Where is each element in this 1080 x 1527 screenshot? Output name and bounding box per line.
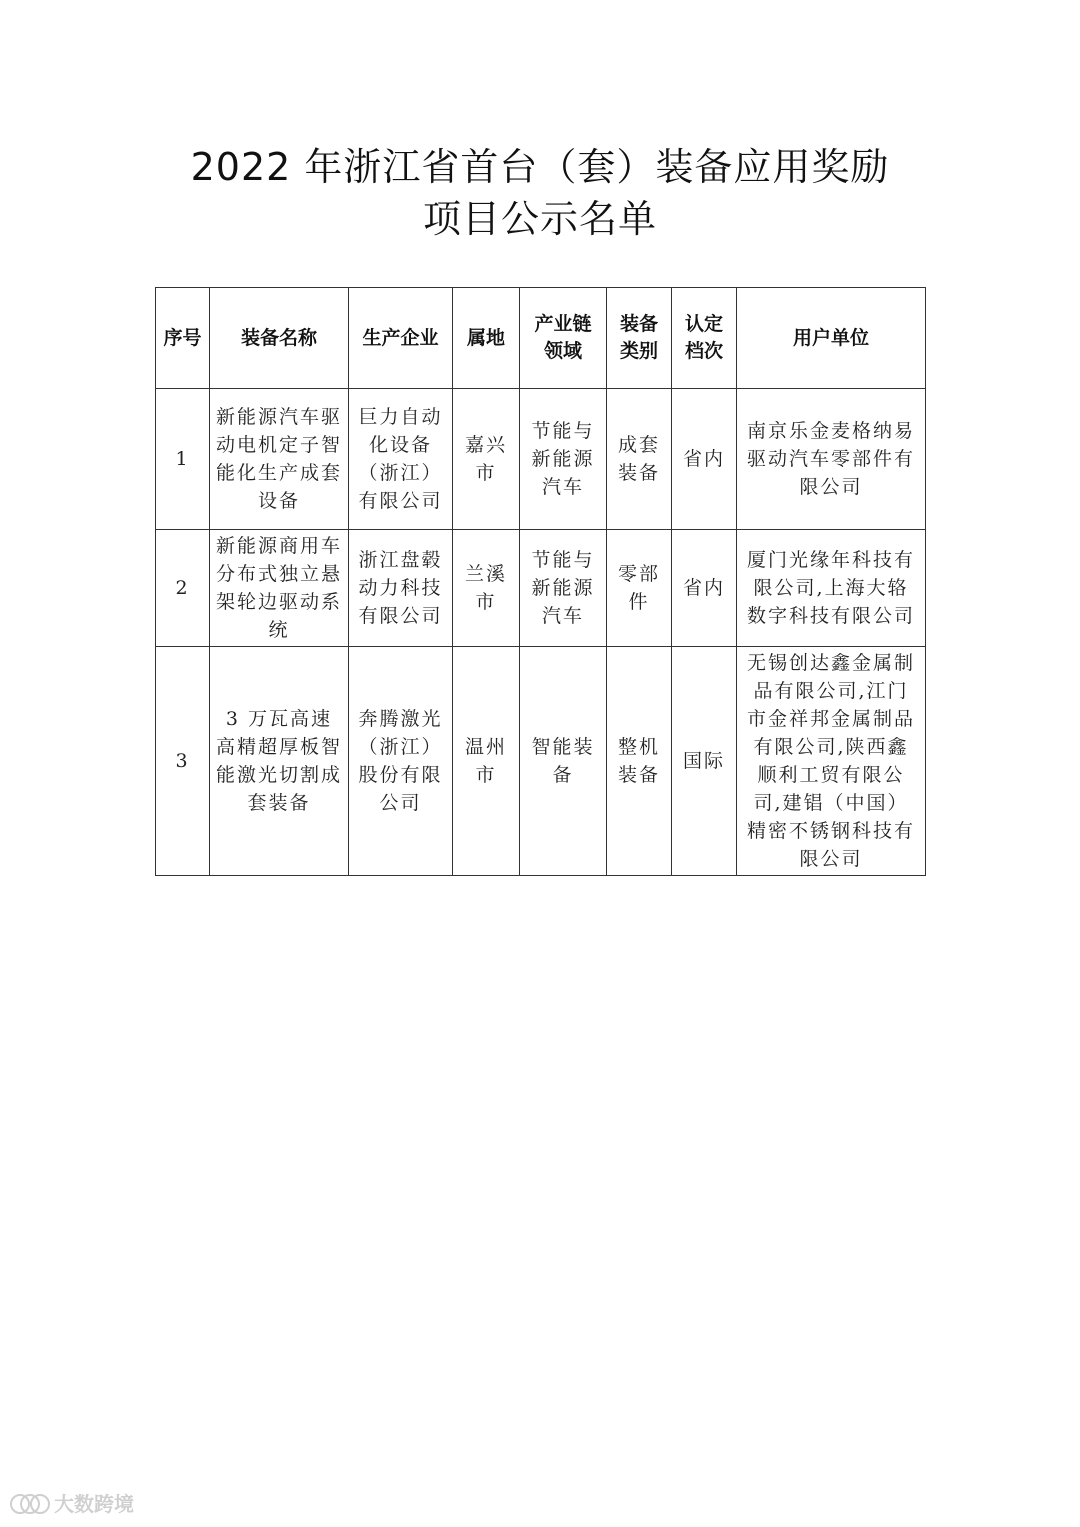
table-row	[156, 530, 926, 647]
cell-user-unit: 厦门光缘年科技有限公司,上海大辂数字科技有限公司	[737, 530, 926, 647]
cell-manufacturer: 奔腾激光（浙江）股份有限公司	[349, 647, 453, 876]
cell-locality: 温州市	[453, 647, 520, 876]
cell-industry-chain: 节能与新能源汽车	[520, 389, 607, 530]
cell-manufacturer: 巨力自动化设备（浙江）有限公司	[349, 389, 453, 530]
cell-equipment-category: 整机装备	[607, 647, 672, 876]
header-equipment-name: 装备名称	[210, 288, 349, 389]
cell-certification-level: 省内	[672, 530, 737, 647]
header-certification-level: 认定档次	[672, 288, 737, 389]
cell-industry-chain: 智能装备	[520, 647, 607, 876]
header-manufacturer: 生产企业	[349, 288, 453, 389]
cell-equipment-name: 3 万瓦高速高精超厚板智能激光切割成套装备	[210, 647, 349, 876]
table-row	[156, 647, 926, 876]
table-row	[156, 389, 926, 530]
cell-equipment-name: 新能源汽车驱动电机定子智能化生产成套设备	[210, 389, 349, 530]
cell-locality: 嘉兴市	[453, 389, 520, 530]
cell-equipment-name: 新能源商用车分布式独立悬架轮边驱动系统	[210, 530, 349, 647]
watermark-text: 大数跨境	[54, 1492, 134, 1516]
cell-index: 1	[156, 389, 210, 530]
header-locality: 属地	[453, 288, 520, 389]
cell-equipment-category: 零部件	[607, 530, 672, 647]
cell-manufacturer: 浙江盘毂动力科技有限公司	[349, 530, 453, 647]
header-industry-chain: 产业链领域	[520, 288, 607, 389]
cell-user-unit: 无锡创达鑫金属制品有限公司,江门市金祥邦金属制品有限公司,陕西鑫顺利工贸有限公司,建锠（中国）精密不锈钢科技有限公司	[737, 647, 926, 876]
document-subtitle: 项目公示名单	[422, 197, 657, 241]
cell-user-unit: 南京乐金麦格纳易驱动汽车零部件有限公司	[737, 389, 926, 530]
cell-locality: 兰溪市	[453, 530, 520, 647]
cell-index: 2	[156, 530, 210, 647]
header-user-unit: 用户单位	[737, 288, 926, 389]
header-index: 序号	[156, 288, 210, 389]
award-list-table	[155, 287, 926, 876]
header-equipment-category: 装备类别	[607, 288, 672, 389]
cell-industry-chain: 节能与新能源汽车	[520, 530, 607, 647]
document-title: 2022 年浙江省首台（套）装备应用奖励	[190, 145, 890, 189]
logo-rings-icon	[10, 1492, 48, 1514]
cell-equipment-category: 成套装备	[607, 389, 672, 530]
cell-certification-level: 国际	[672, 647, 737, 876]
watermark	[10, 1488, 134, 1517]
cell-index: 3	[156, 647, 210, 876]
cell-certification-level: 省内	[672, 389, 737, 530]
table-header-row	[156, 288, 926, 389]
